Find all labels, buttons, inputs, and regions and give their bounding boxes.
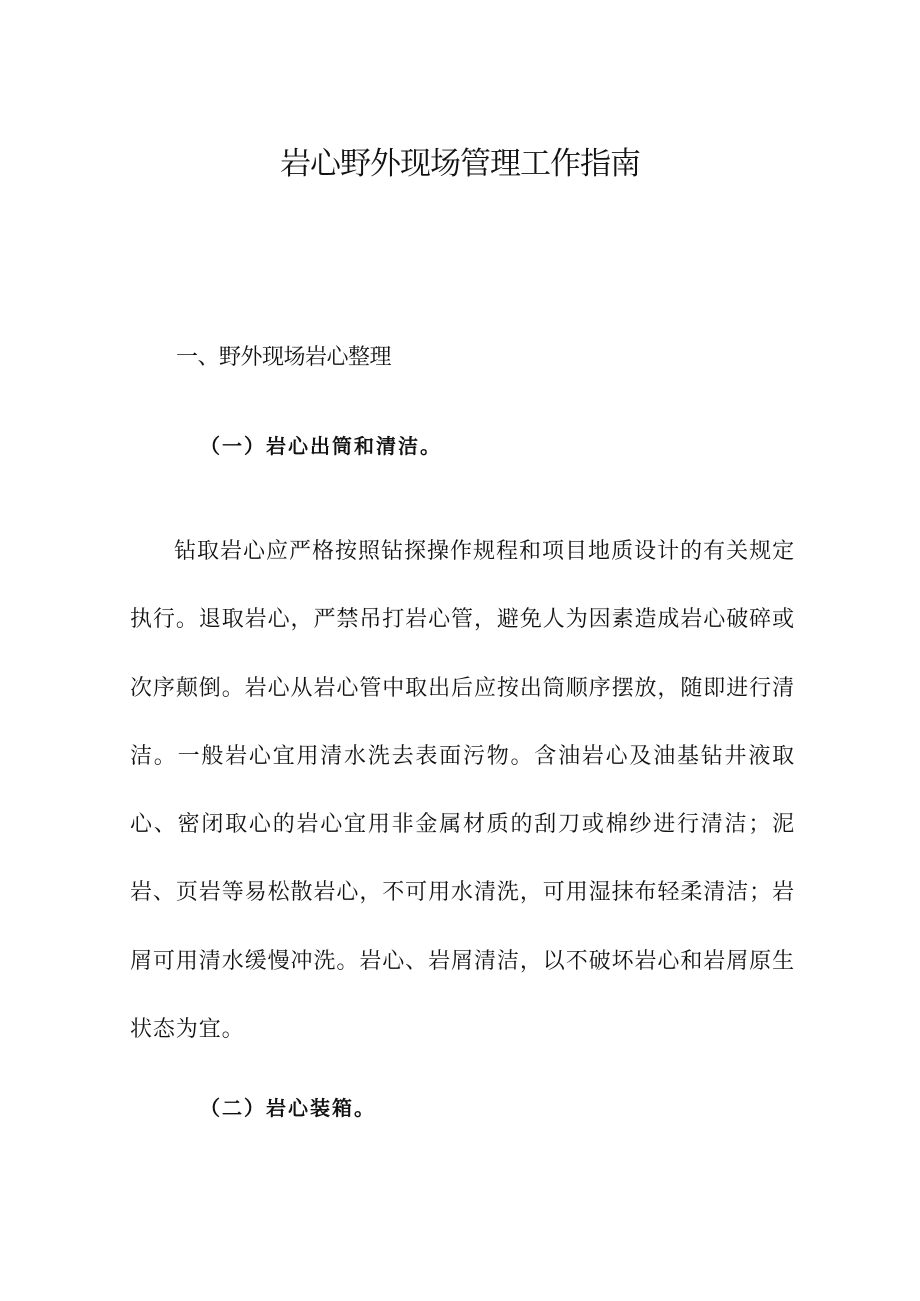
subsection-heading-1: （一）岩心出筒和清洁。	[200, 434, 442, 458]
subsection-heading-2: （二）岩心装箱。	[200, 1096, 376, 1120]
section-heading: 一、野外现场岩心整理	[176, 345, 392, 370]
body-paragraph: 钻取岩心应严格按照钻探操作规程和项目地质设计的有关规定执行。退取岩心，严禁吊打岩心管，避免人为因素造成岩心破碎或次序颠倒。岩心从岩心管中取出后应按出筒顺序摆放，随即进行清洁。一般岩心宜用清水洗去表面污物。含油岩心及油基钻井液取心、密闭取心的岩心宜用非金属材质的刮刀或棉纱进行清洁；泥岩、页岩等易松散岩心，不可用水清洗，可用湿抹布轻柔清洁；岩屑可用清水缓慢冲洗。岩心、岩屑清洁，以不破坏岩心和岩屑原生状态为宜。	[130, 539, 795, 1043]
document-title: 岩心野外现场管理工作指南	[280, 146, 640, 182]
